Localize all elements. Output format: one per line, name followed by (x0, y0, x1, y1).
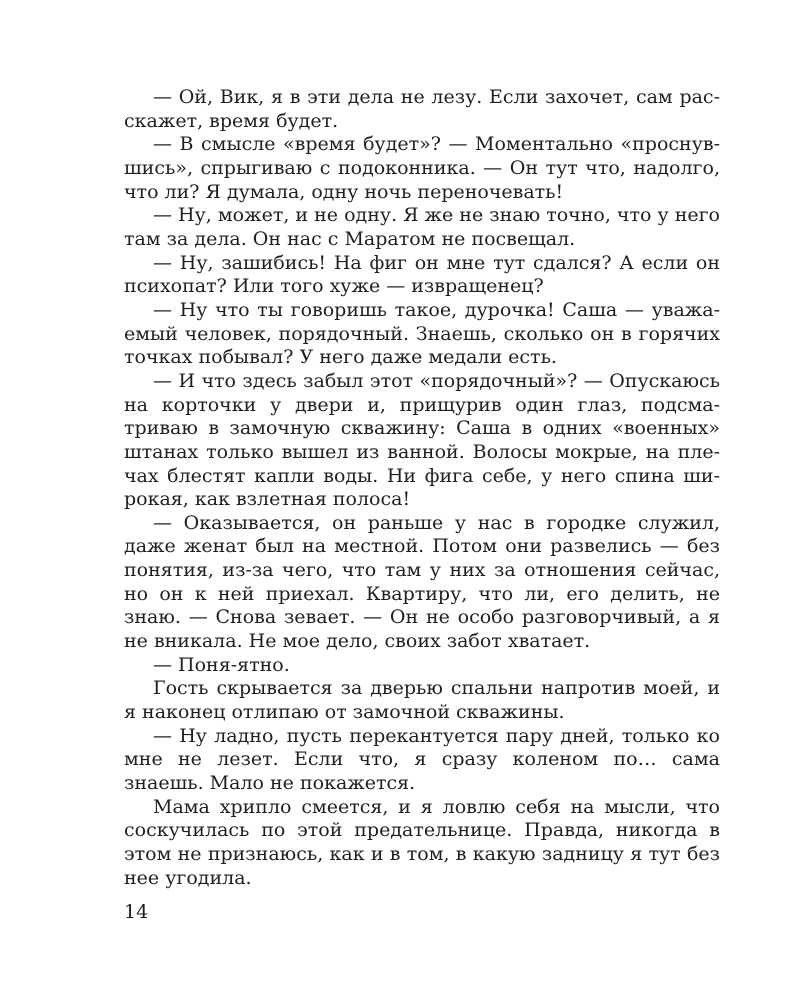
paragraph: — И что здесь забыл этот «порядочный»? — Опускаюсь на корточки у двери и, прищурив один глаз, подсматриваю в замочную скважину: Саша в одних «военных» штанах только вышел из ванной. Волосы мокрые, на плечах блестят капли воды. Ни фига себе, у него спина широкая, как взлетная полоса! (124, 369, 720, 511)
paragraph: Гость скрывается за дверью спальни напротив моей, и я наконец отлипаю от замочной скважины. (124, 677, 720, 724)
paragraph: — Ну ладно, пусть перекантуется пару дней, только ко мне не лезет. Если что, я сразу коленом по… сама знаешь. Мало не покажется. (124, 724, 720, 795)
paragraph: — Оказывается, он раньше у нас в городке служил, даже женат был на местной. Потом они развелись — без понятия, из-за чего, что там у них за отношения сейчас, но он к ней приехал. Квартиру, что ли, его делить, не знаю. — Снова зевает. — Он не особо разговорчивый, а я не вникала. Не мое дело, своих забот хватает. (124, 511, 720, 653)
paragraph: — Ой, Вик, я в эти дела не лезу. Если захочет, сам расскажет, время будет. (124, 86, 720, 132)
paragraph: — Поня-ятно. (153, 653, 290, 676)
paragraph: — Ну что ты говоришь такое, дурочка! Саша — уважаемый человек, порядочный. Знаешь, сколько он в горячих точках побывал? У него даже медали есть. (124, 298, 720, 369)
paragraph: Мама хрипло смеется, и я ловлю себя на мысли, что соскучилась по этой предательнице. Правда, никогда в этом не признаюсь, как и в том, в какую задницу я тут без нее угодила. (124, 795, 720, 889)
body-text (124, 86, 720, 890)
page-number: 14 (124, 901, 149, 923)
paragraph: — В смысле «время будет»? — Моментально «проснувшись», спрыгиваю с подоконника. — Он тут что, надолго, что ли? Я думала, одну ночь переночевать! (124, 133, 720, 203)
paragraph: — Ну, зашибись! На фиг он мне тут сдался? А если он психопат? Или того хуже — извращенец? (124, 251, 720, 298)
paragraph: — Ну, может, и не одну. Я же не знаю точно, что у него там за дела. Он нас с Маратом не посвещал. (124, 204, 720, 250)
